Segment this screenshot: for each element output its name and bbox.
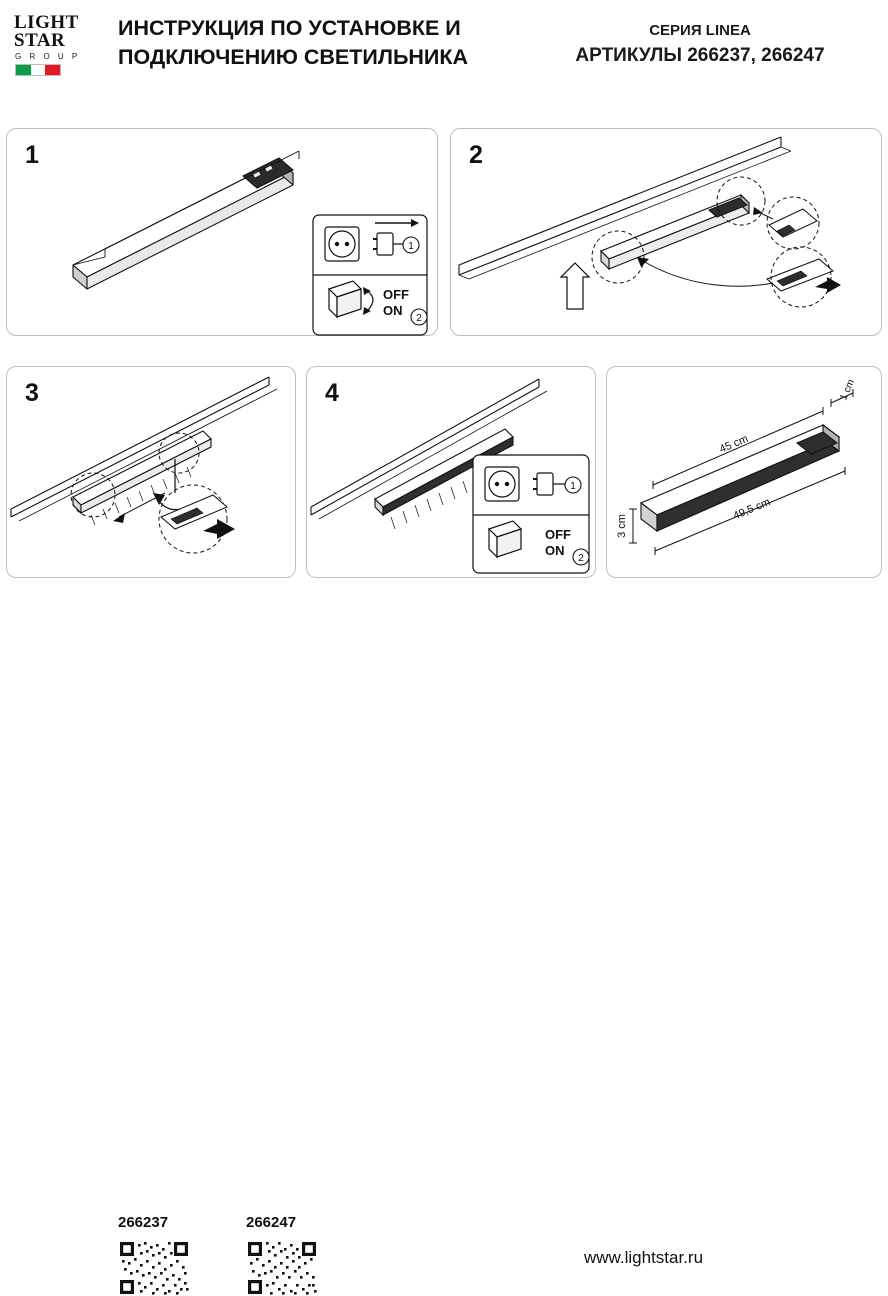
step-number-3: 3 (25, 379, 39, 407)
articles-label: АРТИКУЛЫ 266237, 266247 (575, 45, 825, 66)
page-header (0, 0, 888, 100)
logo-wordmark (14, 14, 79, 50)
qr-label-266237: 266237 (118, 1214, 169, 1231)
logo-line-1: LIGHT (14, 12, 79, 33)
page-footer (0, 596, 888, 1267)
step-number-4: 4 (325, 379, 339, 407)
qr-code-266247[interactable] (246, 1240, 318, 1296)
step-3-illustration (7, 367, 297, 579)
dim-length-bottom: 49,5 cm (731, 496, 773, 523)
dimensions-panel (606, 366, 882, 578)
step-number-2: 2 (469, 141, 483, 169)
power-switch-diagram-1 (7, 129, 439, 337)
website-url[interactable]: www.lightstar.ru (584, 1248, 704, 1267)
page-title (118, 14, 518, 72)
step-panel-2 (450, 128, 882, 336)
italy-flag-icon (15, 64, 61, 76)
insert-arrow-icon (561, 263, 589, 309)
power-off-label-1: OFF (383, 287, 409, 302)
step-number-1: 1 (25, 141, 39, 169)
power-badge-1: 1 (408, 241, 414, 252)
step-panel-3 (6, 366, 296, 578)
dim-depth: 1 cm (838, 377, 858, 403)
power-badge-2: 2 (416, 313, 422, 324)
power-on-label-1: ON (383, 303, 403, 318)
series-label: СЕРИЯ LINEA (649, 22, 751, 39)
logo-subtext: G R O U P (15, 52, 81, 61)
page-title-line-1: ИНСТРУКЦИЯ ПО УСТАНОВКЕ И (118, 16, 461, 40)
power-switch-diagram-2 (307, 367, 597, 579)
qr-label-266247: 266247 (246, 1214, 297, 1231)
dim-length-top: 45 cm (717, 432, 750, 456)
product-identity (520, 20, 880, 70)
power-on-label-2: ON (545, 543, 565, 558)
dim-height: 3 cm (616, 514, 628, 538)
power-off-label-2: OFF (545, 527, 571, 542)
power-badge-2-b: 2 (578, 553, 584, 564)
power-badge-1-b: 1 (570, 481, 576, 492)
qr-code-266237[interactable] (118, 1240, 190, 1296)
brand-logo (10, 12, 102, 78)
step-panel-4 (306, 366, 596, 578)
dimensions-illustration (607, 367, 883, 579)
step-panel-1 (6, 128, 438, 336)
logo-line-2: STAR (14, 30, 66, 51)
page-title-line-2: ПОДКЛЮЧЕНИЮ СВЕТИЛЬНИКА (118, 45, 469, 69)
step-2-illustration (451, 129, 883, 337)
